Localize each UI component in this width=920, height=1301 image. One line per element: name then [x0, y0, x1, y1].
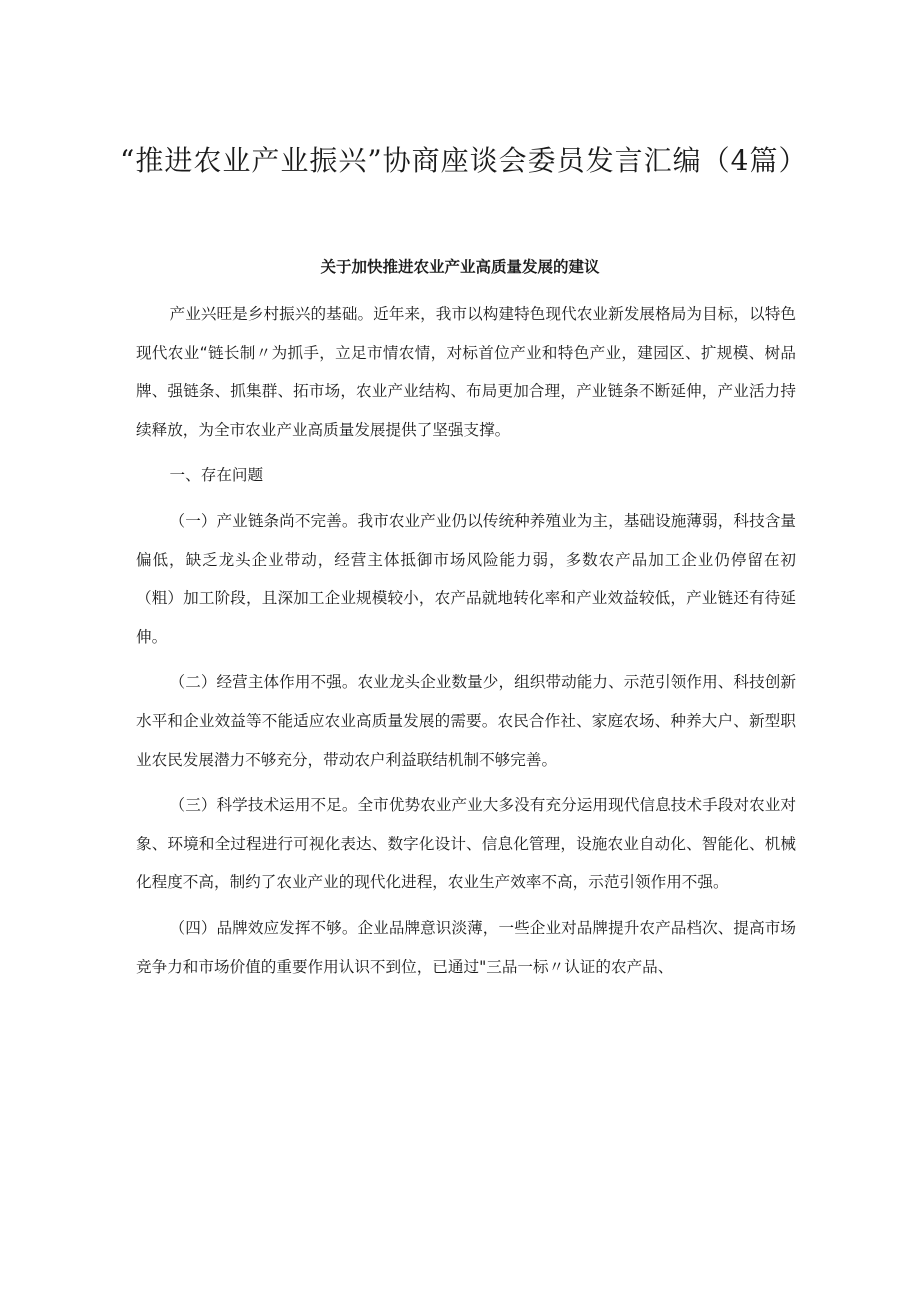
section-heading-problems: 一、存在问题 — [169, 466, 264, 485]
document-body — [136, 295, 796, 993]
problem-paragraph-1: （一）产业链条尚不完善。我市农业产业仍以传统种养殖业为主，基础设施薄弱，科技含量偏低，缺乏龙头企业带动，经营主体抵御市场风险能力弱，多数农产品加工企业仍停留在初（粗）加工阶段，且深加工企业规模较小，农产品就地转化率和产业效益较低，产业链还有待延伸。 — [136, 511, 796, 646]
problem-paragraph-4: （四）品牌效应发挥不够。企业品牌意识淡薄，一些企业对品牌提升农产品档次、提高市场竞争力和市场价值的重要作用认识不到位，已通过"三品一标〃认证的农产品、 — [136, 918, 796, 976]
intro-paragraph: 产业兴旺是乡村振兴的基础。近年来，我市以构建特色现代农业新发展格局为目标，以特色现代农业“链长制〃为抓手，立足市情农情，对标首位产业和特色产业，建园区、扩规模、树品牌、强链条、抓集群、拓市场，农业产业结构、布局更加合理，产业链条不断延伸，产业活力持续释放，为全市农业产业高质量发展提供了坚强支撑。 — [136, 305, 796, 439]
document-title: “推进农业产业振兴”协商座谈会委员发言汇编（4篇） — [120, 144, 808, 177]
problem-paragraph-2: （二）经营主体作用不强。农业龙头企业数量少，组织带动能力、示范引领作用、科技创新水平和企业效益等不能适应农业高质量发展的需要。农民合作社、家庭农场、种养大户、新型职业农民发展潜力不够充分，带动农户利益联结机制不够完善。 — [136, 673, 796, 769]
section-subtitle: 关于加快推进农业产业高质量发展的建议 — [320, 258, 600, 276]
problem-paragraph-3: （三）科学技术运用不足。全市优势农业产业大多没有充分运用现代信息技术手段对农业对象、环境和全过程进行可视化表达、数字化设计、信息化管理，设施农业自动化、智能化、机械化程度不高，制约了农业产业的现代化进程，农业生产效率不高，示范引领作用不强。 — [136, 796, 796, 892]
